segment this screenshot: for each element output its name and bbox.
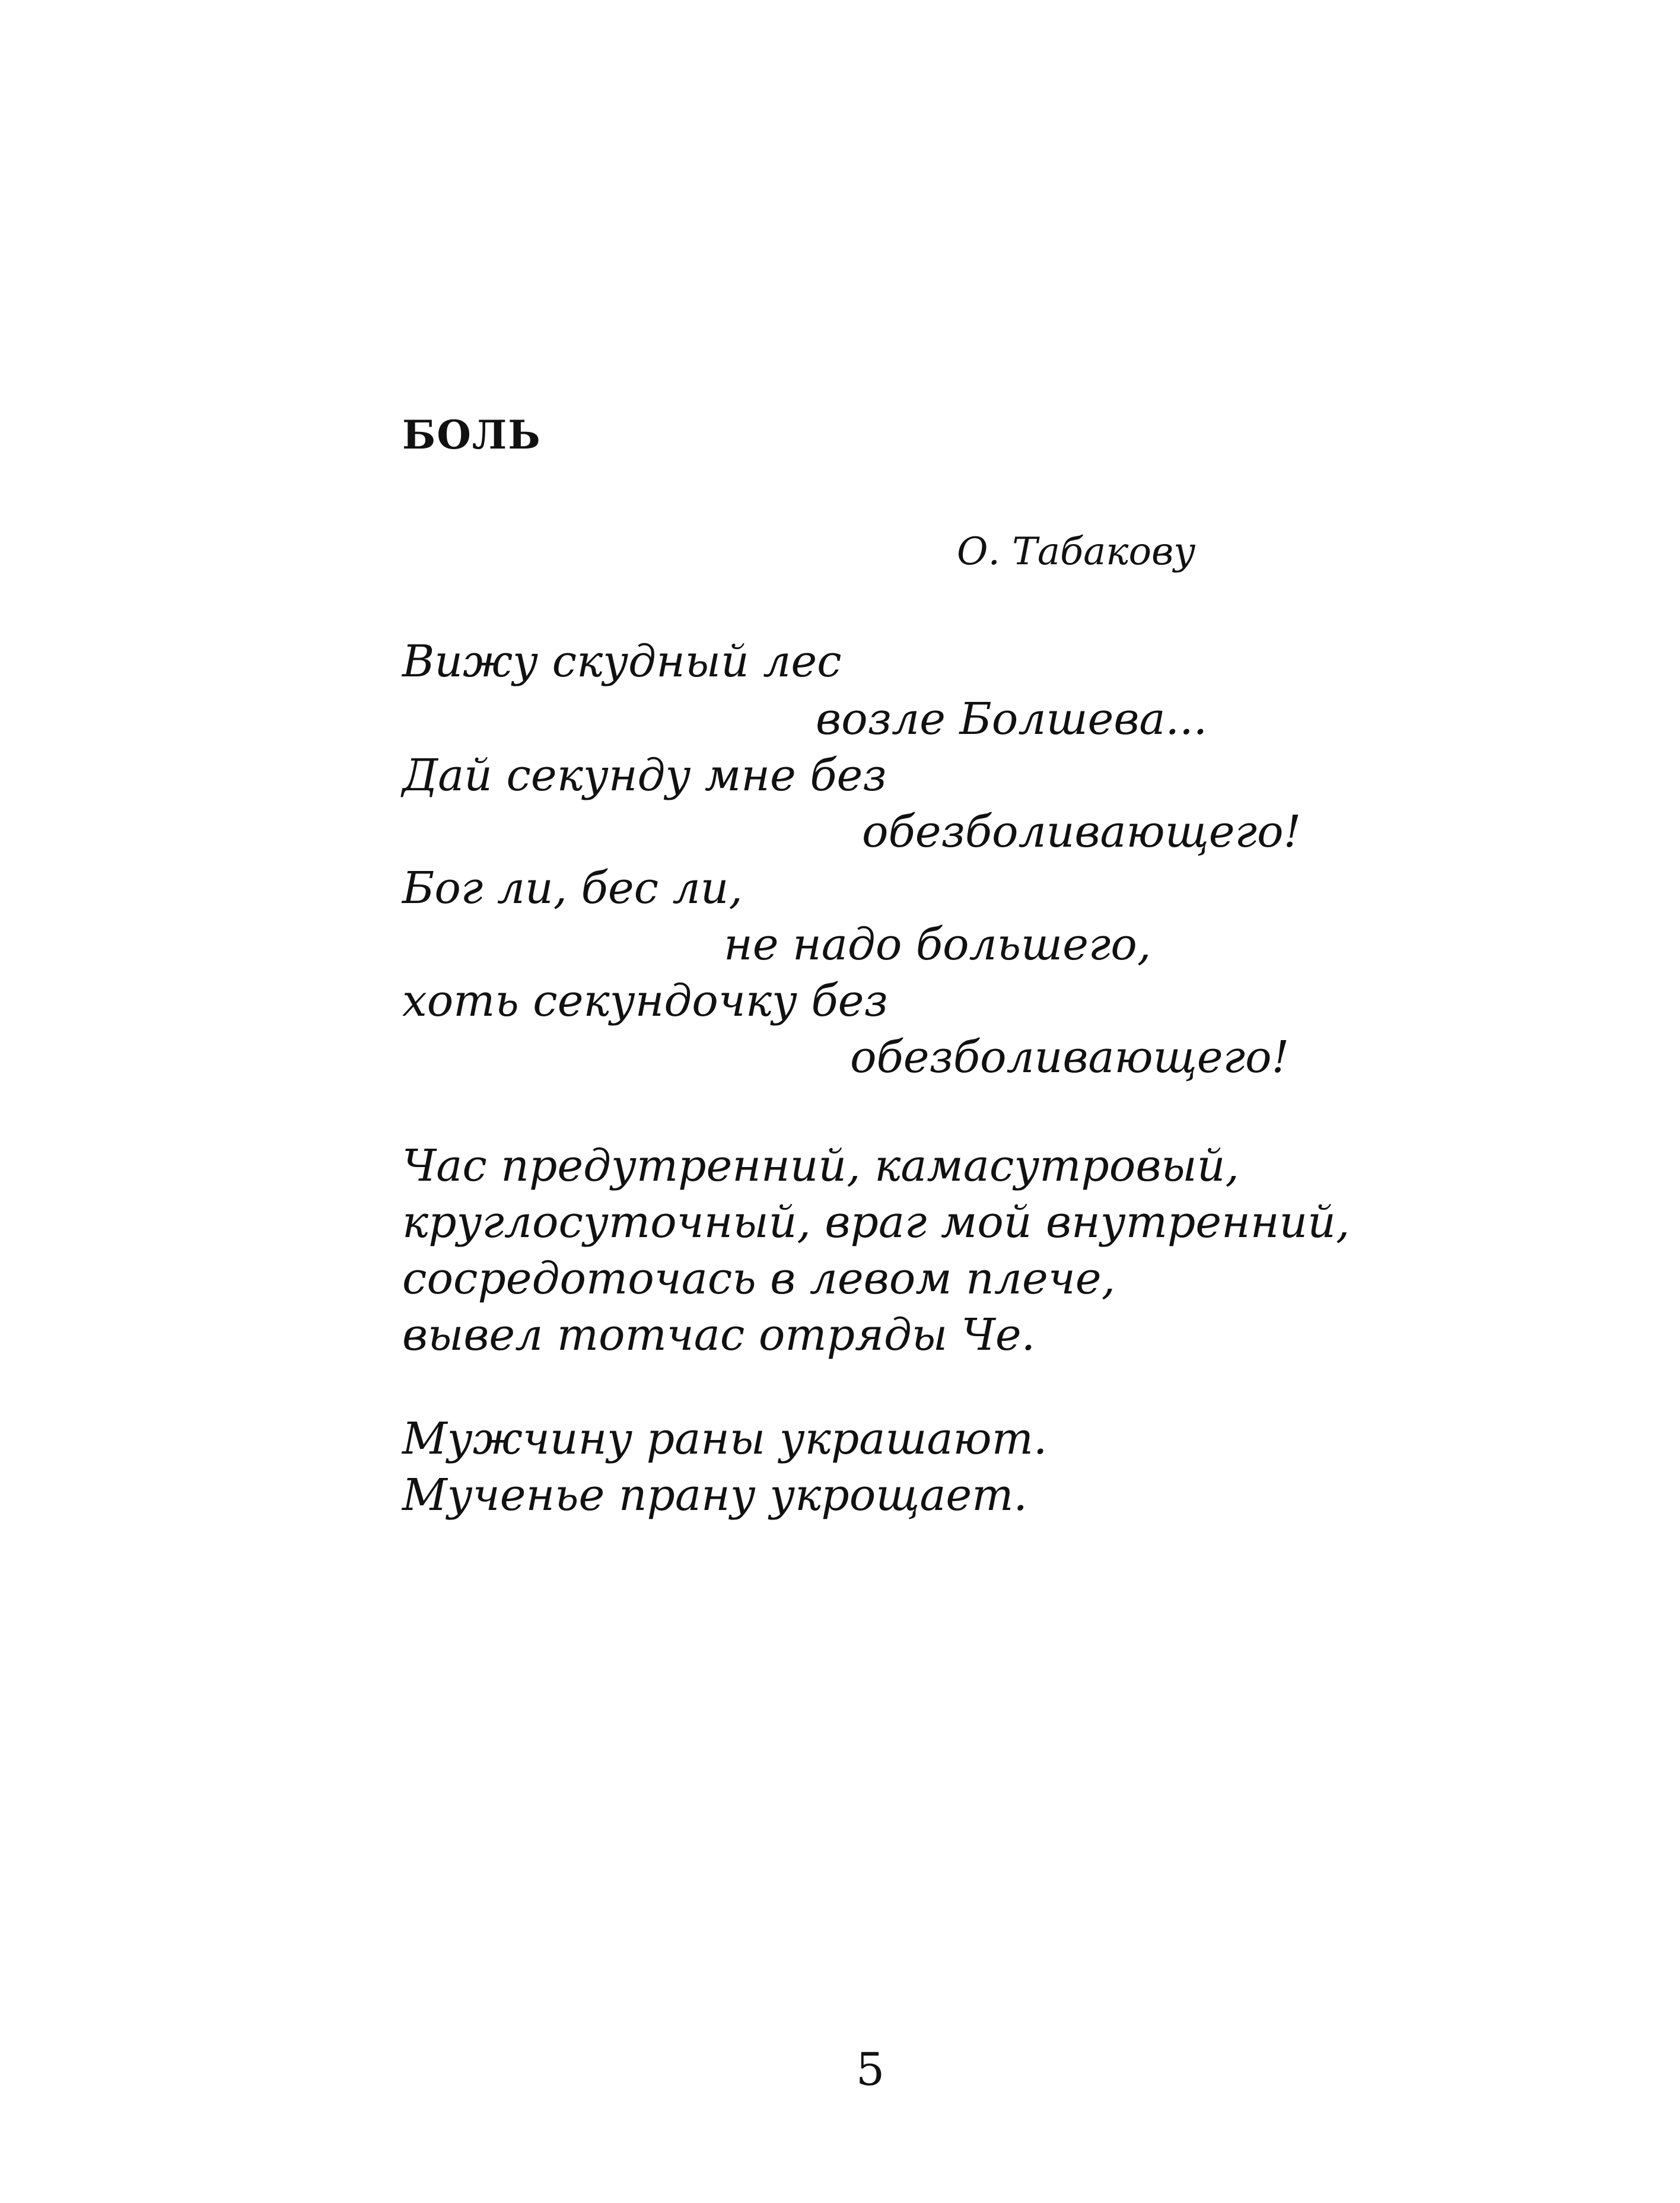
- poem-line: вывел тотчас отряды Че.: [402, 1309, 1036, 1360]
- poem-title: БОЛЬ: [402, 412, 542, 458]
- poem-dedication: О. Табакову: [957, 530, 1196, 574]
- page-number: 5: [855, 2043, 885, 2096]
- poem-line: Час предутренний, камасутровый,: [402, 1140, 1239, 1191]
- poem-line: Дай секунду мне без: [402, 750, 887, 801]
- poem-line: сосредоточась в левом плече,: [402, 1253, 1116, 1304]
- poem-line: не надо большего,: [724, 919, 1151, 970]
- poem-line: хоть секундочку без: [402, 975, 888, 1026]
- poem-line: Бог ли, бес ли,: [402, 863, 743, 914]
- poem-line: круглосуточный, враг мой внутренний,: [402, 1197, 1350, 1248]
- poem-line: Мужчину раны украшают.: [402, 1413, 1048, 1464]
- poem-line: возле Болшева...: [816, 694, 1208, 745]
- poem-line: Мученье прану укрощает.: [402, 1470, 1027, 1521]
- poem-line: обезболивающего!: [862, 806, 1302, 857]
- poem-line: обезболивающего!: [850, 1032, 1290, 1083]
- poem-line: Вижу скудный лес: [402, 636, 842, 687]
